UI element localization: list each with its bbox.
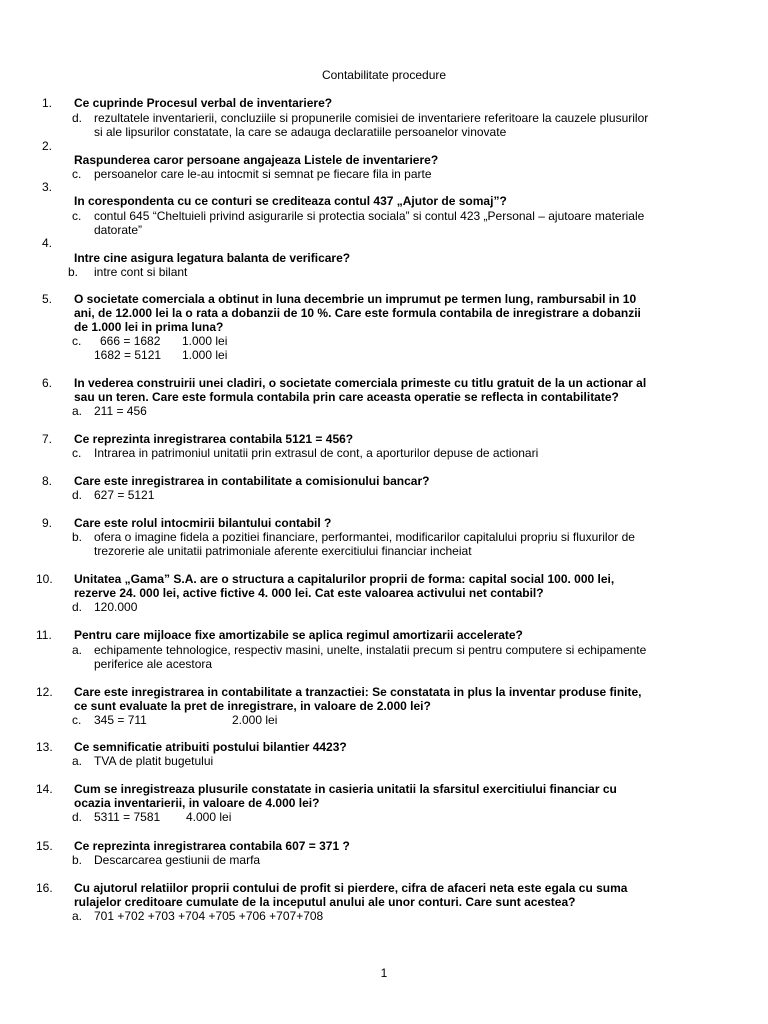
answer-letter: b. <box>72 853 83 867</box>
amount: 1.000 lei <box>182 348 228 362</box>
answer-letter: b. <box>72 530 83 544</box>
amount: 1.000 lei <box>182 334 228 348</box>
answer-line: echipamente tehnologice, respectiv masini, unelte, instalatii precum si pentru computere si echipamente <box>94 643 647 657</box>
question-number: 1. <box>42 96 53 110</box>
question-number: 15. <box>36 839 53 853</box>
question-line: ce sunt evaluate la pret de inregistrare, in valoare de 2.000 lei? <box>74 699 431 713</box>
journal-entry: 666 = 1682 <box>100 334 161 348</box>
amount: 2.000 lei <box>232 713 278 727</box>
answer-letter: c. <box>72 446 82 460</box>
question-text: Care este rolul intocmirii bilantului contabil ? <box>74 516 332 530</box>
question-text: Raspunderea caror persoane angajeaza Listele de inventariere? <box>74 153 439 167</box>
question-number: 12. <box>36 685 53 699</box>
question-number: 7. <box>42 432 53 446</box>
question-text: Pentru care mijloace fixe amortizabile se aplica regimul amortizarii accelerate? <box>74 628 523 642</box>
answer-line: trezorerie ale unitatii patrimoniale aferente exercitiului financiar incheiat <box>94 544 472 558</box>
answer-text <box>94 209 695 237</box>
question-line: Care este inregistrarea in contabilitate a tranzactiei: Se constatata in plus la inventar produse finite, <box>74 685 642 699</box>
question-number: 4. <box>42 236 53 250</box>
answer-letter: d. <box>72 111 83 125</box>
answer-text: TVA de platit bugetului <box>94 754 214 768</box>
question-line: ocazia inventarierii, in valoare de 4.000 lei? <box>74 796 320 810</box>
answer-text <box>94 643 695 671</box>
answer-text: 211 = 456 <box>94 404 147 418</box>
answer-text <box>94 348 695 362</box>
answer-letter: c. <box>72 334 82 348</box>
question-text: Intre cine asigura legatura balanta de verificare? <box>74 251 351 265</box>
answer-line: periferice ale acestora <box>94 657 213 671</box>
answer-letter: d. <box>72 600 83 614</box>
answer-text: Intrarea in patrimoniul unitatii prin extrasul de cont, a aporturilor depuse de actionari <box>94 446 539 460</box>
answer-text <box>100 334 701 348</box>
answer-letter: c. <box>72 713 82 727</box>
question-text <box>74 292 695 334</box>
question-text: Care este inregistrarea in contabilitate a comisionului bancar? <box>74 474 430 488</box>
question-text: Ce reprezinta inregistrarea contabila 5121 = 456? <box>74 432 354 446</box>
answer-line <box>94 348 695 362</box>
answer-text <box>94 265 695 279</box>
question-text <box>74 881 695 909</box>
answer-letter: a. <box>72 754 83 768</box>
answer-line: datorate” <box>94 223 143 237</box>
question-text <box>74 572 695 600</box>
answer-letter: b. <box>68 265 79 279</box>
answer-letter: d. <box>72 810 83 824</box>
answer-text <box>94 810 695 824</box>
question-text: In corespondenta cu ce conturi se crediteaza contul 437 „Ajutor de somaj”? <box>74 194 507 208</box>
answer-letter: d. <box>72 488 83 502</box>
answer-text: 627 = 5121 <box>94 488 155 502</box>
answer-text <box>94 111 695 139</box>
question-number: 14. <box>36 782 53 796</box>
question-line: de 1.000 lei in prima luna? <box>74 320 224 334</box>
page-number: 1 <box>380 966 388 980</box>
journal-entry: 345 = 711 <box>94 713 147 727</box>
question-number: 11. <box>36 628 52 642</box>
question-line: ani, de 12.000 lei la o rata a dobanzii de 10 %. Care este formula contabila de inregistrare a dobanzii <box>74 306 641 320</box>
question-number: 10. <box>36 572 53 586</box>
answer-letter: c. <box>72 167 82 181</box>
page-title: Contabilitate procedure <box>321 68 447 82</box>
question-number: 3. <box>42 180 53 194</box>
question-text: Ce reprezinta inregistrarea contabila 607 = 371 ? <box>74 839 350 853</box>
question-text <box>74 782 695 810</box>
answer-text <box>94 530 695 558</box>
question-text: Ce semnificatie atribuiti postului bilantier 4423? <box>74 740 347 754</box>
question-number: 13. <box>36 740 53 754</box>
question-text: Ce cuprinde Procesul verbal de inventariere? <box>74 96 333 110</box>
question-line: rulajelor creditoare cumulate de la inceputul anului ale unor conturi. Care sunt acestea? <box>74 895 576 909</box>
answer-line <box>100 334 701 348</box>
question-line: Unitatea „Gama” S.A. are o structura a capitalurilor proprii de forma: capital social 100. 000 lei, <box>74 572 615 586</box>
answer-text: Descarcarea gestiunii de marfa <box>94 853 261 867</box>
answer-letter: c. <box>72 209 82 223</box>
question-line: sau un teren. Care este formula contabila prin care aceasta operatie se reflecta in contabilitate? <box>74 390 619 404</box>
answer-line: intre cont si bilant <box>94 265 188 279</box>
question-text <box>74 376 695 404</box>
answer-line: persoanelor care le-au intocmit si semnat pe fiecare fila in parte <box>94 167 432 181</box>
question-number: 5. <box>42 292 53 306</box>
question-line: In vederea construirii unei cladiri, o societate comerciala primeste cu titlu gratuit de la un actionar al <box>74 376 647 390</box>
question-text <box>74 685 695 713</box>
question-line: rezerve 24. 000 lei, active fictive 4. 000 lei. Cat este valoarea activului net contabil? <box>74 586 544 600</box>
answer-line: rezultatele inventarierii, concluziile si propunerile comisiei de inventariere referitoare la cauzele plusurilor <box>94 111 649 125</box>
journal-entry: 1682 = 5121 <box>94 348 162 362</box>
answer-line: ofera o imagine fidela a pozitiei financiare, performantei, modificarilor capitalului propriu si fluxurilor de <box>94 530 635 544</box>
question-line: Cum se inregistreaza plusurile constatate in casieria unitatii la sfarsitul exercitiului financiar cu <box>74 782 617 796</box>
question-number: 2. <box>42 139 53 153</box>
answer-line: si ale lipsurilor constatate, la care se adauga declaratiile persoanelor vinovate <box>94 125 507 139</box>
answer-letter: a. <box>72 643 83 657</box>
journal-entry: 5311 = 7581 <box>94 810 161 824</box>
question-line: O societate comerciala a obtinut in luna decembrie un imprumut pe termen lung, rambursabil in 10 <box>74 292 637 306</box>
amount: 4.000 lei <box>186 810 232 824</box>
question-number: 9. <box>42 516 53 530</box>
answer-line: contul 645 “Cheltuieli privind asigurarile si protectia sociala” si contul 423 „Personal – ajutoare materiale <box>94 209 645 223</box>
answer-letter: a. <box>72 404 83 418</box>
question-number: 6. <box>42 376 53 390</box>
answer-letter: a. <box>72 909 83 923</box>
question-number: 8. <box>42 474 53 488</box>
answer-text <box>94 167 695 181</box>
answer-text: 120.000 <box>94 600 138 614</box>
answer-text <box>94 713 695 727</box>
answer-text: 701 +702 +703 +704 +705 +706 +707+708 <box>94 909 324 923</box>
question-line: Cu ajutorul relatiilor proprii contului de profit si pierdere, cifra de afaceri neta este egala cu suma <box>74 881 628 895</box>
question-number: 16. <box>36 881 53 895</box>
